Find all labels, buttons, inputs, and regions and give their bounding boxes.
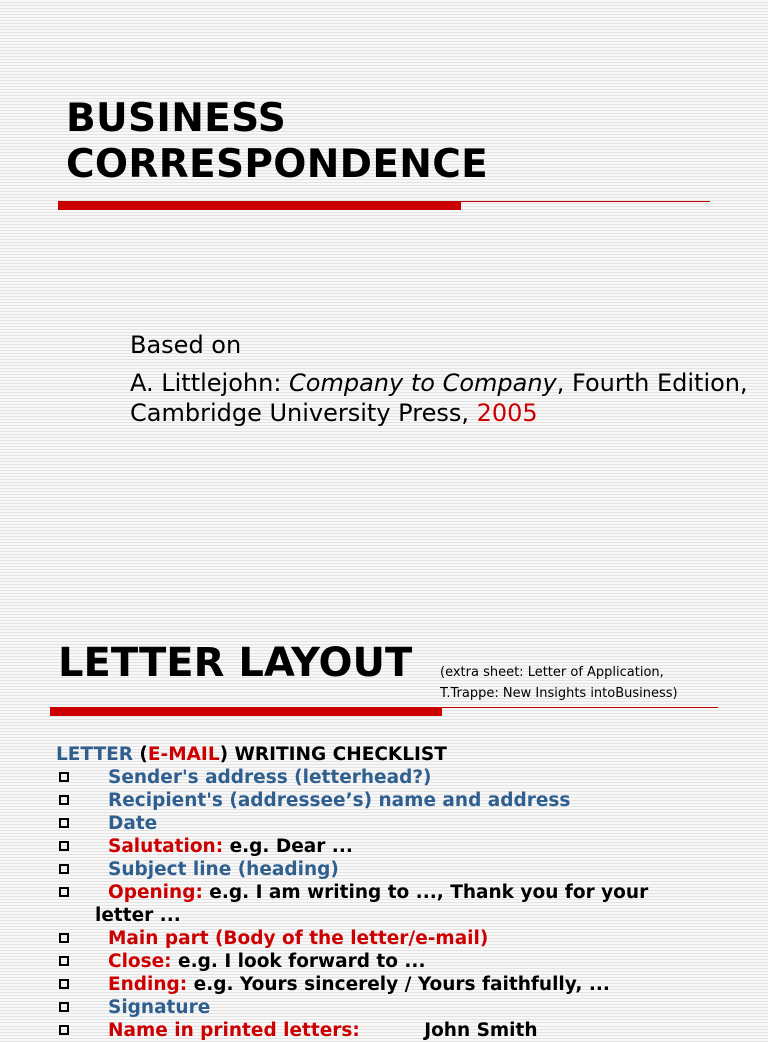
item-example: e.g. Yours sincerely / Yours faithfully, ... <box>187 974 610 995</box>
item-label: Recipient's (addressee’s) name and address <box>108 790 571 811</box>
extra-sheet-note <box>440 662 678 704</box>
title-line-1: BUSINESS <box>66 96 287 141</box>
item-label: Salutation: <box>108 836 224 857</box>
item-label: Sender's address (letterhead?) <box>108 767 432 788</box>
item-label: Signature <box>108 997 211 1018</box>
note-line-1: (extra sheet: Letter of Application, <box>440 665 664 680</box>
heading-letter: LETTER <box>56 744 133 765</box>
checklist-item-opening <box>56 881 736 927</box>
note-line-2: T.Trappe: New Insights intoBusiness) <box>440 686 678 701</box>
checklist-item-subject-line <box>56 858 736 881</box>
checkbox-bullet-icon <box>59 979 69 989</box>
checkbox-bullet-icon <box>59 1002 69 1012</box>
checklist-item-sender-address <box>56 766 736 789</box>
checkbox-bullet-icon <box>59 864 69 874</box>
checkbox-bullet-icon <box>59 956 69 966</box>
checkbox-bullet-icon <box>59 818 69 828</box>
checklist-item-date <box>56 812 736 835</box>
checkbox-bullet-icon <box>59 795 69 805</box>
title-accent-bar <box>58 202 461 210</box>
checklist-item-signature <box>56 996 736 1019</box>
item-label: Close: <box>108 951 172 972</box>
item-label: Main part (Body of the letter/e-mail) <box>108 928 489 949</box>
slide-title <box>66 96 488 188</box>
checkbox-bullet-icon <box>59 887 69 897</box>
reference-publisher: , Fourth Edition, Cambridge University Press, <box>130 369 748 427</box>
heading-rest: ) WRITING CHECKLIST <box>219 744 447 765</box>
title-line-2: CORRESPONDENCE <box>66 142 489 187</box>
reference-author: A. Littlejohn: <box>130 369 290 397</box>
checklist-item-close <box>56 950 736 973</box>
checklist-item-printed-name <box>56 1019 736 1042</box>
heading-email: E-MAIL <box>147 744 220 765</box>
checkbox-bullet-icon <box>59 841 69 851</box>
item-example: e.g. I am writing to ..., Thank you for your <box>202 882 649 903</box>
reference-year: 2005 <box>476 399 538 427</box>
item-label: Subject line (heading) <box>108 859 339 880</box>
checkbox-bullet-icon <box>59 933 69 943</box>
heading-paren-open: ( <box>132 744 148 765</box>
writing-checklist <box>56 743 736 1042</box>
item-label: Ending: <box>108 974 188 995</box>
item-label: Opening: <box>108 882 203 903</box>
item-example: John Smith <box>359 1020 538 1041</box>
checklist-heading <box>56 743 736 766</box>
checklist-item-salutation <box>56 835 736 858</box>
checklist-item-ending <box>56 973 736 996</box>
reference-text <box>130 368 750 428</box>
source-reference <box>130 330 750 428</box>
item-example-continued: letter ... <box>95 905 181 926</box>
based-on-label: Based on <box>130 331 242 359</box>
item-label: Date <box>108 813 158 834</box>
title-accent-bar <box>50 708 442 716</box>
checklist-item-recipient <box>56 789 736 812</box>
item-label: Name in printed letters: <box>108 1020 360 1041</box>
slide-title: LETTER LAYOUT <box>58 640 413 686</box>
checkbox-bullet-icon <box>59 1025 69 1035</box>
letter-layout-slide <box>0 600 768 1041</box>
item-example: e.g. I look forward to ... <box>171 951 426 972</box>
reference-book-title: Company to Company <box>289 369 557 397</box>
checkbox-bullet-icon <box>59 772 69 782</box>
checklist-item-main-part <box>56 927 736 950</box>
item-example: e.g. Dear ... <box>223 836 353 857</box>
